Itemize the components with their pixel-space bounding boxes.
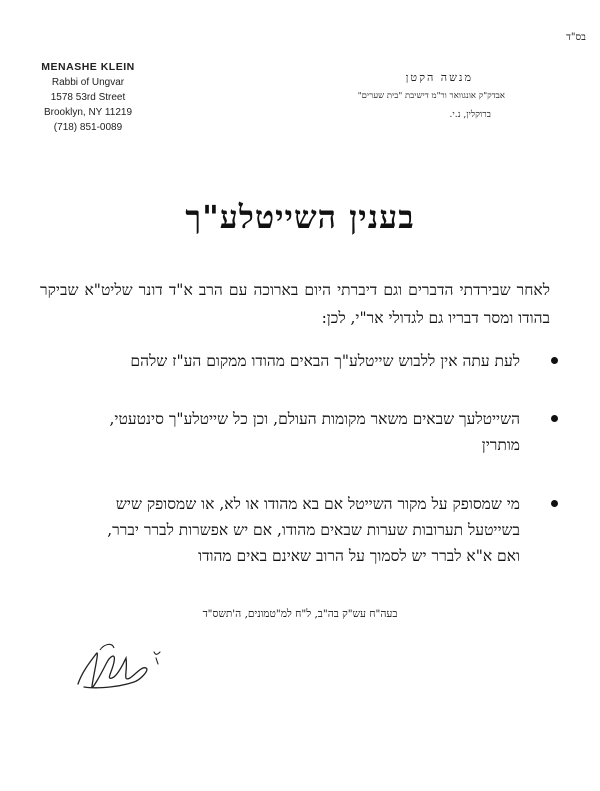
ruling-text: מי שמסופק על מקור השייטל אם בא מהודו או לא, או שמסופק שיש בשייטעל תערובות שערות שבאים מהודו, אם יש אפשרות לברר יברר, ואם א"א לברר יש לסמוך על הרוב שאינם באים מהודו	[107, 495, 520, 565]
city-hebrew: ברוקלין, נ.י.	[449, 110, 491, 120]
bullet-icon	[551, 415, 558, 422]
list-item	[80, 348, 558, 374]
street-address: 1578 53rd Street	[50, 92, 126, 103]
ruling-text: השייטלעך שבאים משאר מקומות העולם, וכן כל שייטלע"ך סינטעטי, מותרין	[109, 410, 520, 454]
signature-icon	[70, 632, 180, 702]
bullet-icon	[551, 500, 558, 507]
city-address: Brooklyn, NY 11219	[43, 107, 133, 118]
rabbi-name-hebrew: מנשה הקטן	[405, 71, 473, 84]
list-item	[80, 406, 558, 458]
date-line: בעה"ח עש"ק בה"ב, ל"ח למ"טמונים, ה'תשס"ד	[202, 608, 398, 620]
bsd-mark: בס"ד	[566, 32, 586, 43]
intro-paragraph: לאחר שבירדתי הדברים וגם דיברתי היום בארוכה עם הרב א"ד דונר שליט"א שביקר בהודו ומסר דבריו גם לגדולי אר"י, לכן:	[40, 281, 550, 327]
list-item	[80, 491, 558, 569]
rabbi-name-english: MENASHE KLEIN	[41, 61, 135, 73]
document-title: בענין השייטלע"ך	[185, 198, 415, 236]
hebrew-letterhead	[265, 68, 505, 125]
rabbi-title-english: Rabbi of Ungvar	[51, 77, 125, 88]
ruling-text: לעת עתה אין ללבוש שייטלע"ך הבאים מהודו ממקום הע"ז שלהם	[130, 352, 520, 370]
phone-number: (718) 851-0089	[53, 122, 123, 133]
ruling-list	[80, 348, 558, 569]
english-letterhead	[28, 60, 148, 135]
bullet-icon	[551, 357, 558, 364]
signature	[70, 632, 180, 702]
rabbi-title-hebrew: אבדק"ק אונגוואר ור"מ דישיבת "בית שערים"	[357, 91, 505, 101]
